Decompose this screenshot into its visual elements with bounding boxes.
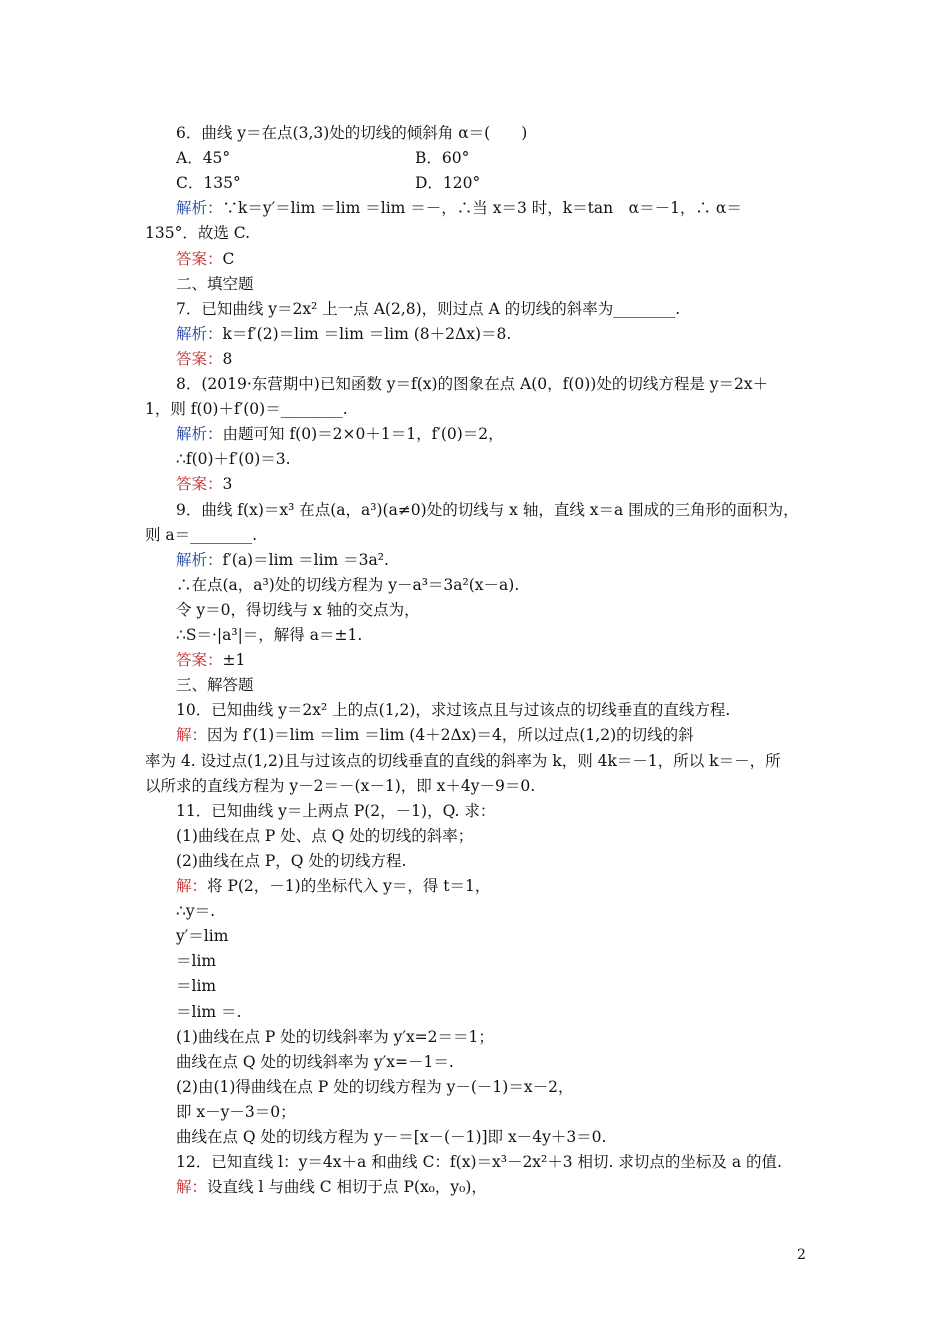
text-span: 11．已知曲线 y＝上两点 P(2，－1)，Q. 求：: [176, 801, 496, 820]
text-span: 曲线在点 Q 处的切线方程为 y－＝[x－(－1)]即 x－4y＋3＝0.: [176, 1128, 607, 1146]
text-span: ∴y＝.: [176, 902, 216, 921]
text-span: 8．(2019·东营期中)已知函数 y＝f(x)的图象在点 A(0，f(0))处的切线方程是 y＝2x＋: [176, 375, 769, 393]
text-span: C: [222, 249, 235, 268]
text-line: [176, 598, 950, 623]
text-span: f′(a)＝lim ＝lim ＝3a².: [222, 550, 389, 569]
label-blue: 解析：: [176, 199, 223, 218]
text-line: [176, 247, 950, 272]
text-span: 7．已知曲线 y＝2x² 上一点 A(2,8)，则过点 A 的切线的斜率为________.: [176, 299, 681, 318]
text-span: 10．已知曲线 y＝2x² 上的点(1,2)，求过该点且与过该点的切线垂直的直线方程.: [176, 701, 731, 720]
text-line: [145, 774, 950, 799]
label-red: 答案：: [176, 249, 223, 268]
text-line: [176, 1100, 950, 1125]
answer-option: B．60°: [415, 149, 470, 168]
text-line: [176, 974, 950, 999]
text-line: [176, 899, 950, 924]
text-span: ＝lim: [176, 977, 217, 996]
text-line: [176, 297, 950, 322]
text-span: 二、填空题: [176, 274, 254, 293]
text-line: [176, 673, 950, 698]
text-line: [176, 1175, 950, 1200]
label-red: 答案：: [176, 651, 223, 670]
text-line: [0, 146, 950, 171]
text-span: 135°．故选 C.: [145, 224, 250, 243]
text-span: 9．曲线 f(x)＝x³ 在点(a，a³)(a≠0)处的切线与 x 轴，直线 x＝a 围成的三角形的面积为，: [176, 500, 799, 519]
label-red: 解：: [176, 726, 208, 745]
answer-option: C．135°: [176, 174, 241, 193]
text-span: 3: [222, 475, 233, 494]
text-line: [145, 397, 950, 422]
text-span: 将 P(2，－1)的坐标代入 y＝，得 t＝1，: [207, 877, 491, 895]
text-line: [176, 347, 950, 372]
text-span: 由题可知 f(0)＝2×0＋1＝1，f′(0)＝2，: [222, 425, 504, 444]
text-line: [176, 422, 950, 447]
text-line: [176, 874, 950, 899]
text-span: y′＝lim: [176, 927, 229, 946]
text-span: 三、解答题: [176, 676, 254, 695]
text-line: [176, 272, 950, 297]
text-span: 令 y＝0，得切线与 x 轴的交点为，: [176, 600, 420, 619]
text-span: 率为 4. 设过点(1,2)且与过该点的切线垂直的直线的斜率为 k，则 4k＝－1，所以 k＝－，所: [145, 751, 781, 770]
text-line: [176, 924, 950, 949]
text-line: [176, 849, 950, 874]
text-span: 8: [222, 349, 233, 368]
text-line: [176, 949, 950, 974]
text-line: [176, 498, 950, 523]
text-line: [176, 573, 950, 598]
text-line: [176, 1000, 950, 1025]
text-span: 12．已知直线 l：y＝4x＋a 和曲线 C：f(x)＝x³－2x²＋3 相切. 求切点的坐标及 a 的值.: [176, 1153, 782, 1172]
text-line: [0, 171, 950, 196]
text-span: k＝f′(2)＝lim ＝lim ＝lim (8＋2Δx)＝8.: [222, 324, 512, 343]
text-line: [176, 472, 950, 497]
text-line: [176, 1075, 950, 1100]
text-span: 设直线 l 与曲线 C 相切于点 P(x₀，y₀)，: [207, 1178, 487, 1197]
answer-option: A．45°: [176, 149, 231, 168]
text-line: [176, 723, 950, 748]
text-span: ∵k＝y′＝lim ＝lim ＝lim ＝－，∴当 x＝3 时，k＝tan α＝－1，∴ α＝: [222, 199, 742, 218]
text-line: [176, 322, 950, 347]
text-span: 6．曲线 y＝在点(3,3)处的切线的倾斜角 α＝( ): [176, 124, 528, 142]
text-span: ∴S＝·|a³|＝，解得 a＝±1.: [176, 626, 363, 644]
label-red: 解：: [176, 1178, 208, 1197]
text-span: ∴在点(a，a³)处的切线方程为 y－a³＝3a²(x－a).: [176, 575, 520, 594]
text-span: (2)由(1)得曲线在点 P 处的切线方程为 y－(－1)＝x－2，: [176, 1077, 574, 1096]
text-span: 因为 f′(1)＝lim ＝lim ＝lim (4＋2Δx)＝4，所以过点(1,2)的切线的斜: [207, 726, 694, 745]
text-span: ＝lim ＝.: [176, 1002, 242, 1021]
text-line: [145, 749, 950, 774]
text-line: [176, 1150, 950, 1175]
text-span: (1)曲线在点 P 处的切线斜率为 y′x=2＝＝1；: [176, 1027, 494, 1046]
text-line: [176, 824, 950, 849]
text-line: [176, 121, 950, 146]
text-line: [176, 548, 950, 573]
text-line: [176, 196, 950, 221]
label-blue: 解析：: [176, 324, 223, 343]
text-span: ∴f(0)＋f′(0)＝3.: [176, 450, 291, 469]
text-line: [176, 1050, 950, 1075]
text-line: [145, 523, 950, 548]
text-span: ±1: [222, 651, 246, 670]
label-red: 答案：: [176, 475, 223, 494]
text-span: (1)曲线在点 P 处、点 Q 处的切线的斜率；: [176, 826, 474, 845]
text-line: [176, 1125, 950, 1150]
answer-option: D．120°: [415, 174, 481, 193]
text-line: [176, 1025, 950, 1050]
page-number: 2: [797, 1247, 806, 1263]
text-line: [176, 799, 950, 824]
text-line: [176, 698, 950, 723]
text-span: 则 a＝________.: [145, 525, 258, 544]
text-span: (2)曲线在点 P，Q 处的切线方程.: [176, 851, 407, 870]
label-red: 解：: [176, 877, 208, 895]
label-blue: 解析：: [176, 425, 223, 444]
text-line: [145, 221, 950, 246]
text-line: [176, 372, 950, 397]
text-line: [176, 623, 950, 648]
text-span: 以所求的直线方程为 y－2＝－(x－1)，即 x＋4y－9＝0.: [145, 776, 536, 795]
text-line: [176, 447, 950, 472]
text-span: 曲线在点 Q 处的切线斜率为 y′x=－1＝.: [176, 1052, 454, 1071]
text-span: 1，则 f(0)＋f′(0)＝________.: [145, 400, 348, 419]
label-red: 答案：: [176, 349, 223, 368]
label-blue: 解析：: [176, 550, 223, 569]
text-span: 即 x－y－3＝0；: [176, 1102, 296, 1121]
text-line: [176, 648, 950, 673]
text-span: ＝lim: [176, 952, 217, 971]
